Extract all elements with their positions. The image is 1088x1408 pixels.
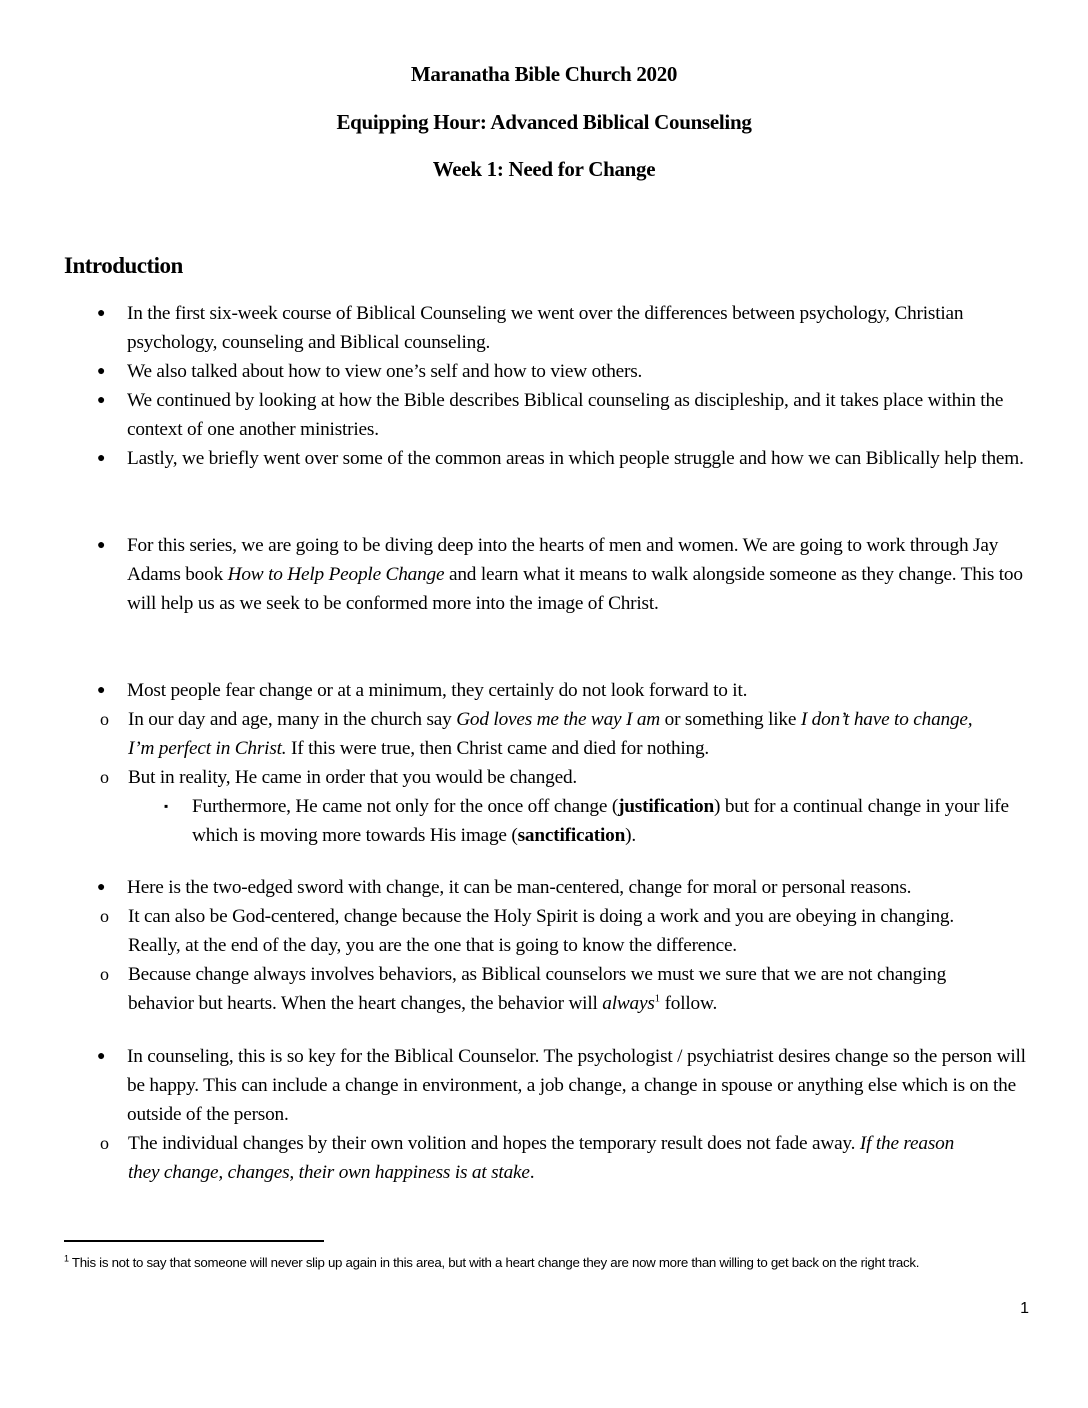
bullet-circle-icon: o bbox=[100, 1133, 109, 1153]
intro-list bbox=[64, 299, 1027, 473]
bullet-square-icon: ▪ bbox=[164, 799, 169, 813]
bullet-disc-icon: ● bbox=[97, 880, 106, 895]
list-item: ● We also talked about how to view one’s self and how to view others. bbox=[64, 357, 1027, 386]
footnote-separator bbox=[64, 1240, 324, 1242]
counseling-list bbox=[64, 1042, 1027, 1187]
fear-change-list bbox=[64, 676, 1027, 850]
book-title: How to Help People Change bbox=[227, 564, 445, 585]
list-item: o But in reality, He came in order that you would be changed. bbox=[0, 763, 988, 792]
bullet-disc-icon: ● bbox=[97, 451, 106, 466]
list-item: o It can also be God-centered, change because the Holy Spirit is doing a work and you are obeying in changing. Really, at the end of the day, you are the one that is going to know the difference. bbox=[0, 902, 988, 960]
page-number: 1 bbox=[1020, 1300, 1029, 1317]
list-item: ● In the first six-week course of Biblical Counseling we went over the differences between psychology, Christian psychology, counseling and Biblical counseling. bbox=[64, 299, 1027, 357]
list-item: ● In counseling, this is so key for the Biblical Counselor. The psychologist / psychiatrist desires change so the person will be happy. This can include a change in environment, a job change, a change in spouse or anything else which is on the outside of the person. bbox=[64, 1042, 1027, 1129]
bullet-disc-icon: ● bbox=[97, 538, 106, 553]
list-item: o Because change always involves behaviors, as Biblical counselors we must we sure that we are not changing behavior but hearts. When the heart changes, the behavior will always$^1$ follow. bbox=[0, 960, 988, 1018]
list-item: ● Lastly, we briefly went over some of the common areas in which people struggle and how we can Biblically help them. bbox=[64, 444, 1027, 473]
list-item: o In our day and age, many in the church say God loves me the way I am or something like I don’t have to change, I’m perfect in Christ. If this were true, then Christ came and died for nothing. bbox=[0, 705, 988, 763]
week-title: Week 1: Need for Change bbox=[432, 157, 656, 181]
bullet-disc-icon: ● bbox=[97, 364, 106, 379]
list-item: o The individual changes by their own volition and hopes the temporary result does not fade away. If the reason they change, changes, their own happiness is at stake. bbox=[0, 1129, 988, 1187]
footnote-number: 1 bbox=[64, 1253, 69, 1264]
bullet-disc-icon: ● bbox=[97, 683, 106, 698]
bullet-disc-icon: ● bbox=[97, 1049, 106, 1064]
document-subtitle: Equipping Hour: Advanced Biblical Counseling bbox=[336, 110, 752, 134]
list-item: ● Here is the two-edged sword with change, it can be man-centered, change for moral or personal reasons. bbox=[64, 873, 1027, 902]
bullet-circle-icon: o bbox=[100, 906, 109, 926]
section-heading: Introduction bbox=[64, 253, 183, 278]
document-title: Maranatha Bible Church 2020 bbox=[410, 62, 678, 86]
list-item: ▪ Furthermore, He came not only for the once off change (justification) but for a continual change in your life which is moving more towards His image (sanctification). bbox=[0, 792, 1022, 850]
bullet-circle-icon: o bbox=[100, 964, 109, 984]
bullet-disc-icon: ● bbox=[97, 306, 106, 321]
list-item: ● We continued by looking at how the Bible describes Biblical counseling as discipleship, and it takes place within the context of one another ministries. bbox=[64, 386, 1027, 444]
bullet-circle-icon: o bbox=[100, 709, 109, 729]
footnote-reference[interactable]: 1 bbox=[654, 992, 660, 1005]
footnote: $^1$ This is not to say that someone will never slip up again in this area, but with a heart change they are now more than willing to get back on the right track. bbox=[64, 1253, 920, 1270]
bullet-circle-icon: o bbox=[100, 767, 109, 787]
list-item: ● For this series, we are going to be diving deep into the hearts of men and women. We are going to work through Jay Adams book How to Help People Change and learn what it means to walk alongside someone as they change. This too will help us as we seek to be conformed more into the image of Christ. bbox=[64, 531, 1027, 618]
bullet-disc-icon: ● bbox=[97, 393, 106, 408]
series-list bbox=[64, 531, 1027, 618]
two-edged-list bbox=[64, 873, 1027, 1018]
list-item: ● Most people fear change or at a minimum, they certainly do not look forward to it. bbox=[64, 676, 1027, 705]
